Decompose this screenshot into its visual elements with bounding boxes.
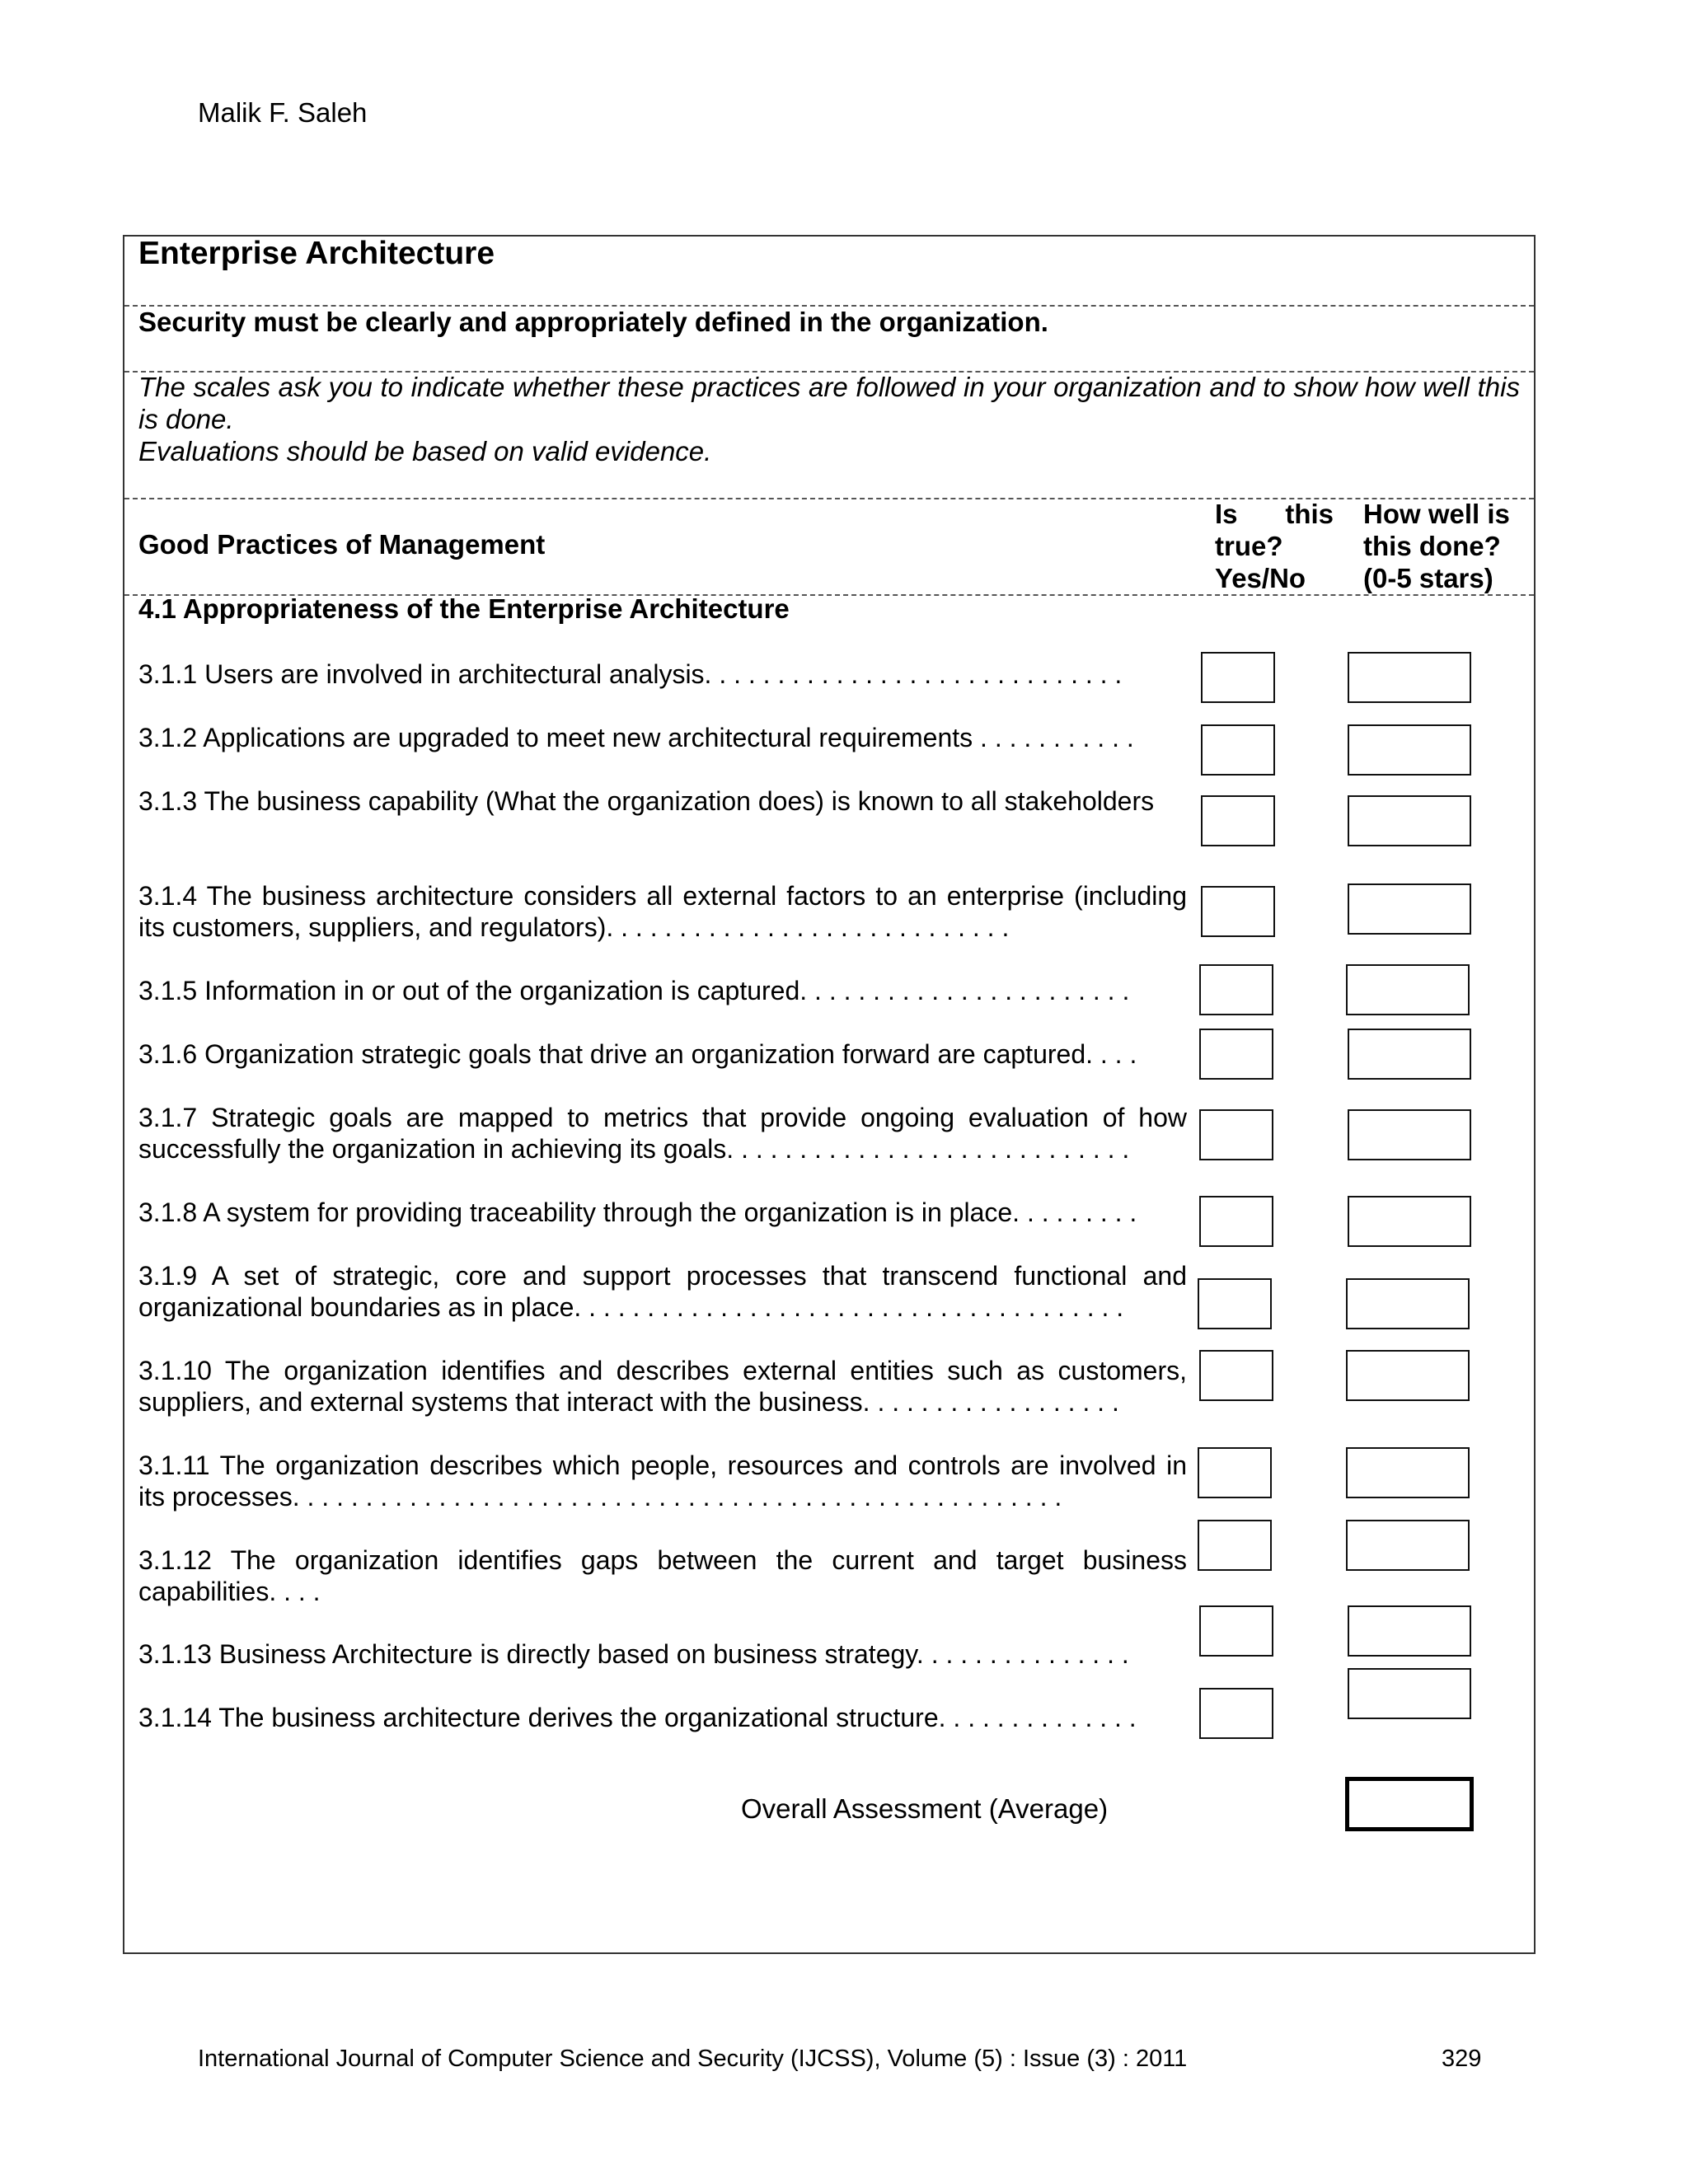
yes-no-box[interactable]: [1199, 1109, 1273, 1160]
practice-item: 3.1.11 The organization describes which people, resources and controls are involved in its processes. . . . . . . . . . . . . . . . . . . . . . . . . . . . . . . . . . . . . . . . . . . . . . . . . . . . .: [138, 1451, 1187, 1511]
practice-item: 3.1.5 Information in or out of the organization is captured. . . . . . . . . . . . . . . . . . . . . . .: [138, 976, 1130, 1005]
practice-item: 3.1.1 Users are involved in architectural analysis. . . . . . . . . . . . . . . . . . . . . . . . . . . . .: [138, 659, 1123, 689]
yes-no-box[interactable]: [1199, 1196, 1273, 1247]
header-word: Is: [1215, 499, 1238, 529]
rating-box[interactable]: [1348, 1109, 1471, 1160]
page-number: 329: [1442, 2046, 1482, 2072]
yes-no-box[interactable]: [1198, 1447, 1272, 1498]
header-line: true?: [1215, 531, 1283, 561]
yes-no-box[interactable]: [1199, 1688, 1273, 1739]
statement: Security must be clearly and appropriately defined in the organization.: [138, 307, 1048, 337]
rating-box[interactable]: [1346, 1520, 1470, 1571]
rating-box[interactable]: [1346, 1278, 1470, 1329]
header-word: this: [1285, 499, 1334, 529]
header-line: this done?: [1363, 531, 1501, 561]
section-title: 4.1 Appropriateness of the Enterprise Architecture: [138, 593, 790, 624]
header-line: How well is: [1363, 499, 1510, 529]
yes-no-box[interactable]: [1199, 1350, 1273, 1401]
header-line: Yes/No: [1215, 563, 1306, 593]
yes-no-box[interactable]: [1201, 886, 1275, 937]
rating-box[interactable]: [1346, 1447, 1470, 1498]
yes-no-box[interactable]: [1198, 1278, 1272, 1329]
rating-box[interactable]: [1348, 1668, 1471, 1719]
header-line: (0-5 stars): [1363, 563, 1493, 593]
footer-journal: International Journal of Computer Science and Security (IJCSS), Volume (5) : Issue (3) : 2011: [198, 2046, 1188, 2072]
yes-no-box[interactable]: [1199, 1029, 1273, 1080]
rating-box[interactable]: [1346, 964, 1470, 1015]
practice-item: 3.1.4 The business architecture considers all external factors to an enterprise (including its customers, suppliers, and regulators). . . . . . . . . . . . . . . . . . . . . . . . . . . .: [138, 881, 1187, 942]
rating-box[interactable]: [1348, 1029, 1471, 1080]
yes-no-box[interactable]: [1199, 964, 1273, 1015]
yes-no-box[interactable]: [1201, 652, 1275, 703]
instruction-line: The scales ask you to indicate whether these practices are followed in your organization and to show how well this is done.: [138, 372, 1520, 434]
rating-box[interactable]: [1348, 1196, 1471, 1247]
overall-assessment-label: Overall Assessment (Average): [741, 1793, 1109, 1824]
practice-item: 3.1.2 Applications are upgraded to meet new architectural requirements . . . . . . . . . . .: [138, 723, 1134, 752]
form-title: Enterprise Architecture: [138, 236, 495, 271]
rating-box[interactable]: [1348, 883, 1471, 935]
column-header-practice: Good Practices of Management: [138, 529, 546, 560]
instruction-line: Evaluations should be based on valid evidence.: [138, 436, 712, 466]
rating-box[interactable]: [1348, 795, 1471, 846]
practice-item: 3.1.13 Business Architecture is directly based on business strategy. . . . . . . . . . . . . . .: [138, 1639, 1129, 1669]
practice-item: 3.1.10 The organization identifies and describes external entities such as customers, suppliers, and external systems that interact with the business. . . . . . . . . . . . . . . . . .: [138, 1356, 1187, 1417]
practice-item: 3.1.14 The business architecture derives the organizational structure. . . . . . . . . . . . . .: [138, 1703, 1137, 1732]
practice-item: 3.1.6 Organization strategic goals that drive an organization forward are captured. . . .: [138, 1039, 1137, 1069]
rating-box[interactable]: [1348, 652, 1471, 703]
practice-item: 3.1.7 Strategic goals are mapped to metrics that provide ongoing evaluation of how successfully the organization in achieving its goals. . . . . . . . . . . . . . . . . . . . . . . . . . . .: [138, 1103, 1187, 1164]
practice-item: 3.1.12 The organization identifies gaps between the current and target business capabilities. . . .: [138, 1545, 1187, 1606]
rating-box[interactable]: [1348, 724, 1471, 776]
overall-assessment-box[interactable]: [1345, 1777, 1474, 1831]
yes-no-box[interactable]: [1201, 795, 1275, 846]
yes-no-box[interactable]: [1199, 1605, 1273, 1657]
yes-no-box[interactable]: [1201, 724, 1275, 776]
instructions: [138, 371, 1520, 467]
column-header-how-well: [1363, 498, 1528, 594]
rating-box[interactable]: [1348, 1605, 1471, 1657]
practice-item: 3.1.8 A system for providing traceability through the organization is in place. . . . . . . . .: [138, 1197, 1137, 1227]
practice-item: 3.1.9 A set of strategic, core and support processes that transcend functional and organizational boundaries as in place. . . . . . . . . . . . . . . . . . . . . . . . . . . . . . . . . . . . . .: [138, 1261, 1187, 1322]
practice-item: 3.1.3 The business capability (What the organization does) is known to all stakeholders: [138, 786, 1155, 816]
questionnaire-frame: [123, 235, 1536, 1954]
column-header-true: [1215, 498, 1334, 594]
running-header-author: Malik F. Saleh: [198, 97, 368, 128]
rating-box[interactable]: [1346, 1350, 1470, 1401]
yes-no-box[interactable]: [1198, 1520, 1272, 1571]
